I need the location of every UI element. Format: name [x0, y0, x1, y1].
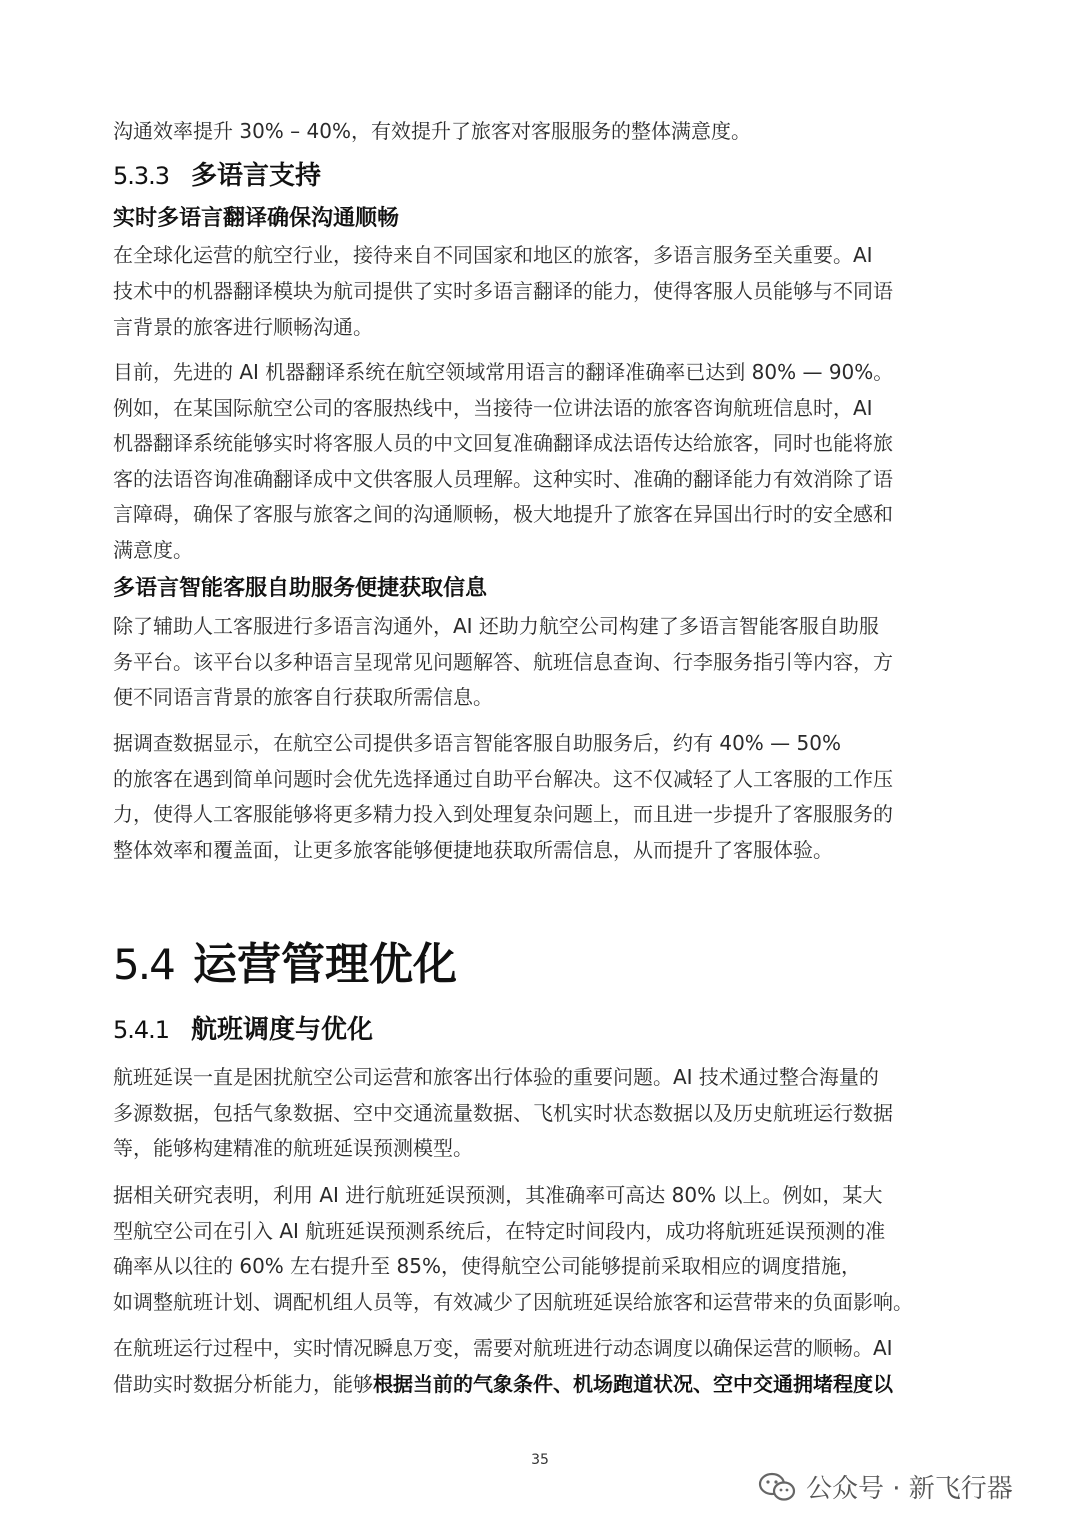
section-heading-5-4: [113, 938, 457, 992]
section-number: 5.4: [113, 940, 174, 989]
page-number: 35: [531, 1452, 549, 1468]
paragraph-line: 言障碍，确保了客服与旅客之间的沟通顺畅，极大地提升了旅客在异国出行时的安全感和: [113, 502, 893, 526]
paragraph-line: 航班延误一直是困扰航空公司运营和旅客出行体验的重要问题。AI 技术通过整合海量的: [113, 1065, 879, 1089]
paragraph-line: 沟通效率提升 30% – 40%，有效提升了旅客对客服服务的整体满意度。: [113, 119, 751, 143]
section-number: 5.4.1: [113, 1016, 170, 1044]
paragraph-line: 在全球化运营的航空行业，接待来自不同国家和地区的旅客，多语言服务至关重要。AI: [113, 243, 873, 267]
paragraph-line: 的旅客在遇到简单问题时会优先选择通过自助平台解决。这不仅减轻了人工客服的工作压: [113, 767, 893, 791]
paragraph-line: 等，能够构建精准的航班延误预测模型。: [113, 1136, 473, 1160]
watermark-text: 公众号 · 新飞行器: [806, 1474, 1013, 1504]
paragraph-line: 整体效率和覆盖面，让更多旅客能够便捷地获取所需信息，从而提升了客服体验。: [113, 838, 833, 862]
section-heading-5-3-3: [113, 160, 321, 192]
watermark: [758, 1468, 1013, 1505]
plain-text: 借助实时数据分析能力，能够: [113, 1372, 373, 1396]
paragraph-line: 据调查数据显示，在航空公司提供多语言智能客服自助服务后，约有 40% — 50%: [113, 731, 841, 755]
paragraph-line: 机器翻译系统能够实时将客服人员的中文回复准确翻译成法语传达给旅客，同时也能将旅: [113, 431, 893, 455]
paragraph-line: 确率从以往的 60% 左右提升至 85%，使得航空公司能够提前采取相应的调度措施，: [113, 1254, 861, 1278]
bold-text: 根据当前的气象条件、机场跑道状况、空中交通拥堵程度以: [373, 1372, 893, 1396]
wechat-icon: [758, 1472, 796, 1502]
paragraph-line: 在航班运行过程中，实时情况瞬息万变，需要对航班进行动态调度以确保运营的顺畅。AI: [113, 1336, 893, 1360]
paragraph-line: 型航空公司在引入 AI 航班延误预测系统后，在特定时间段内，成功将航班延误预测的准: [113, 1219, 886, 1243]
section-title: 多语言支持: [191, 161, 322, 191]
paragraph-line: 满意度。: [113, 538, 193, 562]
paragraph-line: 例如，在某国际航空公司的客服热线中，当接待一位讲法语的旅客咨询航班信息时，AI: [113, 396, 873, 420]
paragraph-line: 客的法语咨询准确翻译成中文供客服人员理解。这种实时、准确的翻译能力有效消除了语: [113, 467, 893, 491]
paragraph-line: 据相关研究表明，利用 AI 进行航班延误预测，其准确率可高达 80% 以上。例如，某大: [113, 1183, 883, 1207]
paragraph-line-mixed: [113, 1371, 893, 1397]
paragraph-line: 技术中的机器翻译模块为航司提供了实时多语言翻译的能力，使得客服人员能够与不同语: [113, 279, 893, 303]
paragraph-line: 便不同语言背景的旅客自行获取所需信息。: [113, 685, 493, 709]
paragraph-line: 多源数据，包括气象数据、空中交通流量数据、飞机实时状态数据以及历史航班运行数据: [113, 1101, 893, 1125]
section-title: 航班调度与优化: [191, 1015, 374, 1045]
subheading-self-service: 多语言智能客服自助服务便捷获取信息: [113, 576, 488, 601]
paragraph-line: 言背景的旅客进行顺畅沟通。: [113, 315, 373, 339]
subheading-realtime-translation: 实时多语言翻译确保沟通顺畅: [113, 206, 400, 231]
paragraph-line: 如调整航班计划、调配机组人员等，有效减少了因航班延误给旅客和运营带来的负面影响。: [113, 1290, 913, 1314]
paragraph-line: 目前，先进的 AI 机器翻译系统在航空领域常用语言的翻译准确率已达到 80% — 90%。: [113, 360, 894, 384]
paragraph-line: 力，使得人工客服能够将更多精力投入到处理复杂问题上，而且进一步提升了客服服务的: [113, 802, 893, 826]
section-number: 5.3.3: [113, 162, 170, 190]
paragraph-line: 务平台。该平台以多种语言呈现常见问题解答、航班信息查询、行李服务指引等内容，方: [113, 650, 893, 674]
paragraph-line: 除了辅助人工客服进行多语言沟通外，AI 还助力航空公司构建了多语言智能客服自助服: [113, 614, 879, 638]
section-heading-5-4-1: [113, 1014, 373, 1046]
section-title: 运营管理优化: [193, 939, 457, 990]
